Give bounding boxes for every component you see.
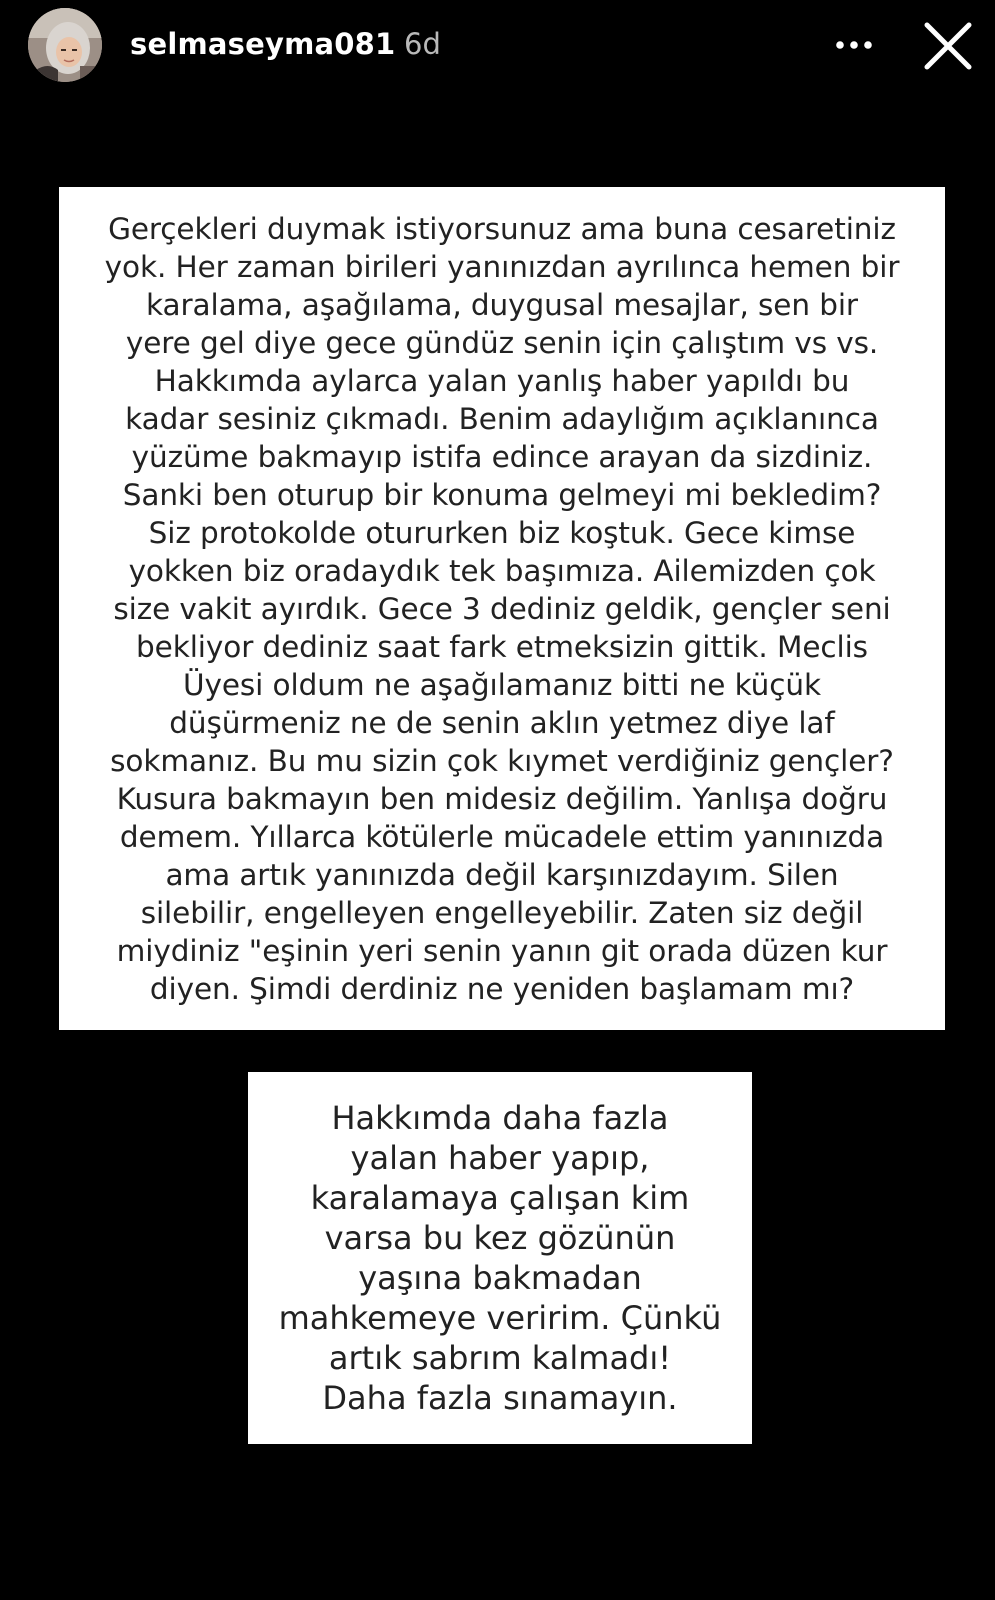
main-text-line: size vakit ayırdık. Gece 3 dediniz geldik, gençler seni xyxy=(113,592,891,626)
main-text-line: Hakkımda aylarca yalan yanlış haber yapıldı bu xyxy=(154,364,850,398)
main-text-line: Sanki ben oturup bir konuma gelmeyi mi bekledim? xyxy=(122,478,882,512)
main-text-line: düşürmeniz ne de senin aklın yetmez diye laf xyxy=(169,706,835,740)
main-text-line: kadar sesiniz çıkmadı. Benim adaylığım açıklanınca xyxy=(125,402,879,436)
secondary-text-line: varsa bu kez gözünün xyxy=(324,1219,676,1257)
main-text-line: karalama, aşağılama, duygusal mesajlar, sen bir xyxy=(146,288,858,322)
main-text-line: yok. Her zaman birileri yanınızdan ayrılınca hemen bir xyxy=(104,250,900,284)
username[interactable]: selmaseyma081 xyxy=(130,27,396,61)
three-dots-icon xyxy=(832,26,880,64)
profile-photo-icon xyxy=(28,8,102,82)
main-text-line: demem. Yıllarca kötülerle mücadele ettim yanınızda xyxy=(119,820,885,854)
secondary-text-line: Daha fazla sınamayın. xyxy=(322,1379,678,1417)
main-text-line: yere gel diye gece gündüz senin için çalıştım vs vs. xyxy=(125,326,879,360)
main-text-line: Siz protokolde otururken biz koştuk. Gece kimse xyxy=(148,516,856,550)
main-text-card xyxy=(59,187,945,1030)
secondary-text-card xyxy=(248,1072,752,1444)
main-text-line: miydiniz "eşinin yeri senin yanın git orada düzen kur xyxy=(116,934,888,968)
secondary-text-line: artık sabrım kalmadı! xyxy=(328,1339,672,1377)
secondary-text-line: mahkemeye veririm. Çünkü xyxy=(278,1299,722,1337)
avatar[interactable] xyxy=(28,8,102,82)
main-text-line: silebilir, engelleyen engelleyebilir. Zaten siz değil xyxy=(140,896,864,930)
secondary-text-line: Hakkımda daha fazla xyxy=(331,1099,669,1137)
close-button[interactable] xyxy=(918,16,978,76)
main-text-line: yokken biz oradaydık tek başımıza. Ailemizden çok xyxy=(128,554,876,588)
secondary-text-line: karalamaya çalışan kim xyxy=(310,1179,690,1217)
main-text-line: ama artık yanınızda değil karşınızdayım. Silen xyxy=(165,858,839,892)
main-text-line: bekliyor dediniz saat fark etmeksizin gittik. Meclis xyxy=(136,630,868,664)
more-options-button[interactable] xyxy=(832,26,880,64)
time-ago: 6d xyxy=(404,27,441,61)
secondary-text-line: yaşına bakmadan xyxy=(358,1259,642,1297)
secondary-text-line: yalan haber yapıp, xyxy=(350,1139,650,1177)
main-text-line: Gerçekleri duymak istiyorsunuz ama buna cesaretiniz xyxy=(108,212,896,246)
main-text-line: Kusura bakmayın ben midesiz değilim. Yanlışa doğru xyxy=(116,782,888,816)
close-icon xyxy=(918,16,978,76)
story-header xyxy=(0,0,995,92)
main-text-line: yüzüme bakmayıp istifa edince arayan da sizdiniz. xyxy=(131,440,873,474)
main-text-line: sokmanız. Bu mu sizin çok kıymet verdiğiniz gençler? xyxy=(110,744,894,778)
main-text-line: diyen. Şimdi derdiniz ne yeniden başlamam mı? xyxy=(149,972,855,1006)
main-text-line: Üyesi oldum ne aşağılamanız bitti ne küçük xyxy=(183,668,821,702)
